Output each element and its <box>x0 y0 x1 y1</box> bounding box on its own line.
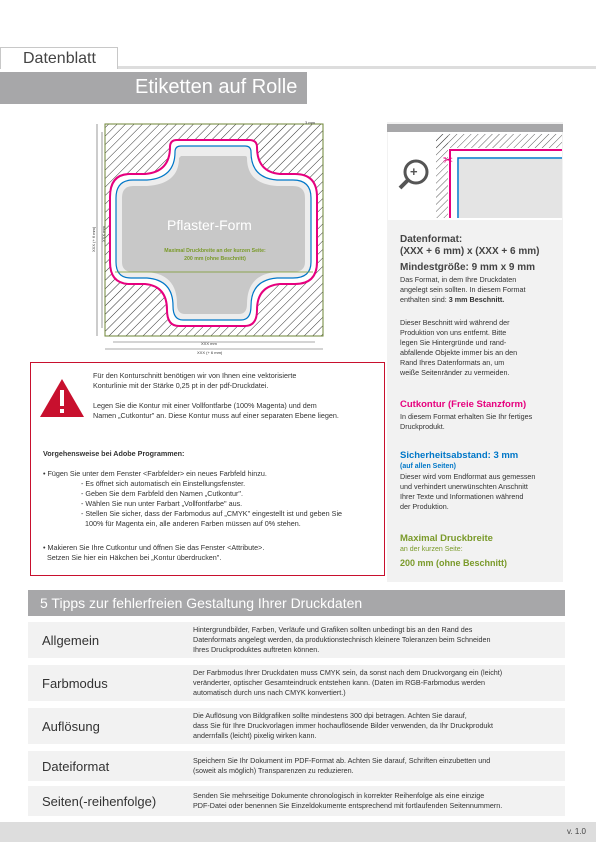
dim-left-outer: XXX (+ 6 mm) <box>91 226 96 252</box>
tips-heading: 5 Tipps zur fehlerfreien Gestaltung Ihrer Druckdaten <box>28 590 565 616</box>
shape-label: Pflaster-Form <box>167 217 252 233</box>
max-druckbreite-title: Maximal Druckbreite <box>400 533 493 544</box>
inner-note-2: 200 mm (ohne Beschnitt) <box>184 256 246 262</box>
tip-row-aufloesung <box>28 708 565 744</box>
zoom-corner-illustration <box>388 132 562 220</box>
adobe-step-6: 100% für Magenta ein, alle anderen Farben müssen auf 0% stehen. <box>85 519 301 528</box>
panel-top-bar <box>387 124 563 132</box>
tip-description: Senden Sie mehrseitige Dokumente chronologisch in korrekter Reihenfolge als eine einzige PDF-Datei oder benennen Sie Einzeldokumente entsprechend mit fortlaufenden Seitennummern. <box>193 791 503 810</box>
warning-p2: Legen Sie die Kontur mit einer Vollfontfarbe (100% Magenta) und dem Namen „Cutkontur" an. Diese Kontur muss auf einer separaten Ebene liegen. <box>93 401 339 420</box>
label-format-diagram <box>91 112 335 362</box>
max-druckbreite-value: 200 mm (ohne Beschnitt) <box>400 558 508 568</box>
adobe-step-4: - Wählen Sie nun unter Farbart „Vollfontfarbe" aus. <box>81 499 243 508</box>
sicherheitsabstand-title: Sicherheitsabstand: 3 mm <box>400 450 519 461</box>
version-label: v. 1.0 <box>567 827 586 836</box>
cutkontur-title: Cutkontur (Freie Stanzform) <box>400 399 527 410</box>
tip-label: Seiten(-reihenfolge) <box>42 794 157 809</box>
dim-bottom-inner: XXX mm <box>201 341 217 346</box>
adobe-final-2: Setzen Sie hier ein Häkchen bei „Kontur überdrucken". <box>47 553 222 562</box>
sicherheitsabstand-sub: (auf allen Seiten) <box>400 463 457 470</box>
datenformat-text: Das Format, in dem Ihre Druckdaten angelegt sein sollten. In diesem Format enthalten sind: 3 mm Beschnitt. <box>400 275 526 304</box>
warning-icon <box>39 377 85 419</box>
tip-description: Hintergrundbilder, Farben, Verläufe und Grafiken sollten unbedingt bis an den Rand des Datenformats angelegt werden, da produktionstechnisch kleinere Toleranzen beim Schneiden Ihres Druckproduktes auftreten können. <box>193 625 491 654</box>
adobe-step-1: • Fügen Sie unter dem Fenster <Farbfelder> ein neues Farbfeld hinzu. <box>43 469 267 478</box>
adobe-step-5: - Stellen Sie sicher, dass der Farbmodus auf „CMYK" eingestellt ist und geben Sie <box>81 509 343 518</box>
tip-row-seitenreihenfolge <box>28 786 565 816</box>
tip-description: Die Auflösung von Bildgrafiken sollte mindestens 300 dpi betragen. Achten Sie darauf, dass Sie für Ihre Druckvorlagen immer hochauflösende Bilder verwenden, da Ihr Druckprodukt andernfalls (leicht) pixelig wirken kann. <box>193 711 494 740</box>
tip-description: Speichern Sie Ihr Dokument im PDF-Format ab. Achten Sie darauf, Schriften einzubetten und (soweit als möglich) Transparenzen zu reduzieren. <box>193 756 491 775</box>
tip-label: Auflösung <box>42 719 100 734</box>
max-druckbreite-sub: an der kurzen Seite: <box>400 546 463 553</box>
warning-p1: Für den Konturschnitt benötigen wir von Ihnen eine vektorisierte Konturlinie mit der Stärke 0,25 pt in der pdf-Druckdatei. <box>93 371 297 390</box>
beschnitt-text: Dieser Beschnitt wird während der Produktion von uns entfernt. Bitte legen Sie Hintergründe und rand- abfallende Objekte immer bis an den Rand Ihres Datenformats an, um weiße Seitenränder zu vermeiden. <box>400 318 518 377</box>
mindestgroesse: Mindestgröße: 9 mm x 9 mm <box>400 262 536 273</box>
dim-left-inner: XXX mm <box>101 226 106 242</box>
tip-label: Allgemein <box>42 633 100 648</box>
datenformat-value: (XXX + 6 mm) x (XXX + 6 mm) <box>400 246 540 257</box>
tip-label: Dateiformat <box>42 759 110 774</box>
footer-bar <box>0 822 596 842</box>
adobe-step-2: - Es öffnet sich automatisch ein Einstellungsfenster. <box>81 479 246 488</box>
sicherheitsabstand-text: Dieser wird vom Endformat aus gemessen und verhindert unerwünschten Anschnitt Ihrer Texte und Informationen während der Produktion. <box>400 472 536 511</box>
adobe-heading: Vorgehensweise bei Adobe Programmen: <box>43 449 185 458</box>
dim-bottom-outer: XXX (+ 6 mm) <box>197 350 223 355</box>
svg-text:+: + <box>410 164 418 179</box>
tip-row-allgemein <box>28 622 565 658</box>
adobe-final-1: • Makieren Sie Ihre Cutkontur und öffnen Sie das Fenster <Attribute>. <box>43 543 265 552</box>
tip-label: Farbmodus <box>42 676 108 691</box>
tip-row-farbmodus <box>28 665 565 701</box>
adobe-step-3: - Geben Sie dem Farbfeld den Namen „Cutkontur". <box>81 489 243 498</box>
document-type-tab: Datenblatt <box>0 47 118 69</box>
page-title: Etiketten auf Rolle <box>0 72 307 104</box>
scissors-icon: ✂ <box>443 153 454 167</box>
inner-note-1: Maximal Druckbreite an der kurzen Seite: <box>164 248 266 254</box>
datenformat-title: Datenformat: <box>400 234 463 245</box>
dim-top: 3 mm <box>305 120 315 125</box>
cutkontur-text: In diesem Format erhalten Sie Ihr fertiges Druckprodukt. <box>400 412 533 431</box>
tip-description: Der Farbmodus Ihrer Druckdaten muss CMYK sein, da sonst nach dem Druckvorgang ein (leicht) veränderter, optischer Gesamteindruck entstehen kann. (Daten im RGB-Farbmodus werden automatisch durch uns nach CMYK konvertiert.) <box>193 668 503 697</box>
tip-row-dateiformat <box>28 751 565 781</box>
cutkontur-instructions <box>30 362 385 576</box>
